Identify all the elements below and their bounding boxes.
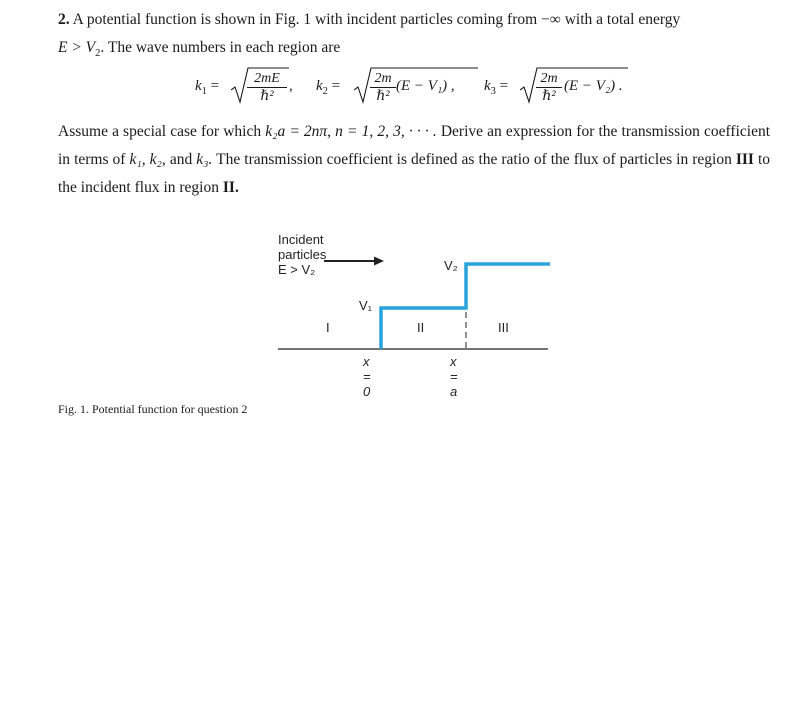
derive-text: Derive an expression for the transmission coefficient in terms of <box>58 123 771 168</box>
and-text: and <box>169 151 193 168</box>
v2-label: V₂ <box>444 258 458 273</box>
problem-statement <box>58 6 770 62</box>
neg-infinity: −∞ <box>541 11 561 28</box>
terms-k1-k2: k₁, k₂, <box>129 151 166 168</box>
v1-label: V₁ <box>359 298 373 313</box>
xa-label: x = a <box>450 354 458 399</box>
region-1-label: I <box>326 320 330 335</box>
region-ii-ref: II. <box>222 179 239 196</box>
wave-number-equations: $k_1$ = 2mE ℏ² , $k_2$ = 2m ℏ² (E − V₁) , $k_3$ = 2m ℏ² (E − V₂) . <box>0 66 800 116</box>
assume-text: Assume a special case for which <box>58 123 262 140</box>
figure-caption: Fig. 1. Potential function for question 2 <box>58 402 248 416</box>
problem-number: 2. <box>58 11 70 28</box>
special-case-expression: k₂a = 2nπ, n = 1, 2, 3, · · · . <box>265 123 437 140</box>
problem-intro: A potential function is shown in Fig. 1 with incident particles coming from <box>72 11 538 28</box>
term-k3: k₃. <box>196 151 213 168</box>
incident-particles-label: Incident particles E > V₂ <box>278 232 327 277</box>
region-2-label: II <box>417 320 425 335</box>
region-iii-ref: III <box>735 151 754 168</box>
special-case-paragraph <box>58 118 770 202</box>
incident-arrow <box>324 257 384 266</box>
energy-text: with a total energy <box>564 11 681 28</box>
region-3-label: III <box>498 320 509 335</box>
x0-label: x = 0 <box>363 354 371 399</box>
energy-condition: $E > V_2$ <box>58 39 101 60</box>
definition-mid-text: to the incident flux in region <box>58 151 771 196</box>
definition-text: The transmission coefficient is defined as the ratio of the flux of particles in region <box>216 151 732 168</box>
wave-numbers-text: . The wave numbers in each region are <box>100 39 341 56</box>
